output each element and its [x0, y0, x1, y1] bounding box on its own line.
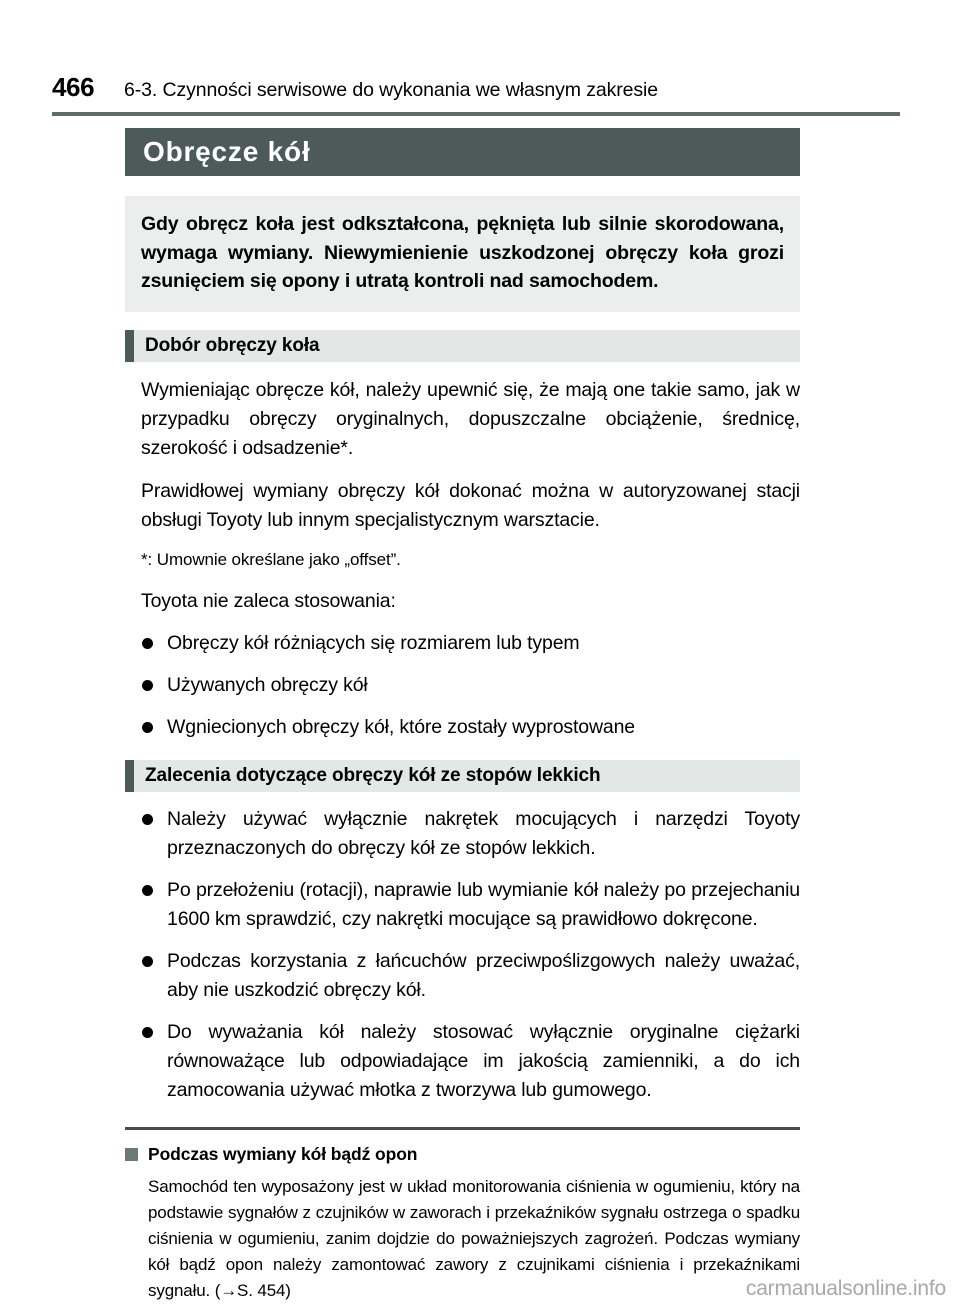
section-2-body	[125, 792, 800, 1105]
header-divider-rule	[52, 112, 900, 116]
section-accent-bar	[125, 760, 134, 792]
section-heading-label: Zalecenia dotyczące obręczy kół ze stopów lekkich	[145, 764, 601, 786]
note-heading	[125, 1130, 800, 1165]
section-heading-label: Dobór obręczy koła	[145, 334, 320, 356]
list-item	[141, 792, 800, 863]
paragraph: Prawidłowej wymiany obręczy kół dokonać można w autoryzowanej stacji obsługi Toyoty lub innym specjalistycznym warsztacie.	[141, 479, 800, 531]
list-item-label: Należy używać wyłącznie nakrętek mocujących i narzędzi Toyoty przeznaczonych do obręczy kół ze stopów lekkich.	[167, 807, 800, 859]
chapter-title: Obręcze kół	[143, 136, 311, 167]
list-item	[141, 658, 800, 700]
section-accent-bar	[125, 330, 134, 362]
note-heading-label: Podczas wymiany kół bądź opon	[148, 1143, 418, 1164]
list-item	[141, 1005, 800, 1105]
section-1-body	[125, 362, 800, 742]
list-intro: Toyota nie zaleca stosowania:	[141, 589, 396, 612]
list-item-label: Używanych obręczy kół	[167, 673, 368, 696]
list-item-label: Podczas korzystania z łańcuchów przeciwpoślizgowych należy uważać, aby nie uszkodzić obręczy kół.	[167, 949, 800, 1001]
bullet-dot-icon	[142, 680, 153, 691]
note-body	[125, 1165, 800, 1304]
list-item	[141, 934, 800, 1005]
site-watermark: carmanualsonline.info	[745, 1277, 946, 1300]
bullet-dot-icon	[142, 956, 153, 967]
list-item-label: Obręczy kół różniących się rozmiarem lub typem	[167, 631, 580, 654]
list-item-label: Wgniecionych obręczy kół, które zostały wyprostowane	[167, 715, 635, 738]
footnote-offset: *: Umownie określane jako „offset”.	[141, 549, 401, 569]
list-not-recommended	[141, 616, 800, 742]
list-item-label: Po przełożeniu (rotacji), naprawie lub wymianie kół należy po przejechaniu 1600 km sprawdzić, czy nakrętki mocujące są prawidłowo dokręcone.	[167, 878, 800, 930]
warning-notice-box	[125, 196, 800, 312]
bullet-dot-icon	[142, 885, 153, 896]
list-item	[141, 616, 800, 658]
note-body-text: Samochód ten wyposażony jest w układ monitorowania ciśnienia w ogumieniu, który na podstawie sygnałów z czujników w zaworach i przekaźników sygnału ostrzega o spadku ciśnienia w ogumieniu, zanim dojdzie do poważniejszych zagrożeń. Podczas wymiany kół bądź opon należy zamontować zawory z czujnikami ciśnienia i przekaźnikami sygnału. (→S. 454)	[148, 1176, 800, 1300]
square-bullet-icon	[125, 1148, 138, 1161]
page-number: 466	[52, 72, 95, 102]
bullet-dot-icon	[142, 638, 153, 649]
header-section-title: 6-3. Czynności serwisowe do wykonania we własnym zakresie	[124, 79, 659, 101]
section-heading-zalecenia-stopy-lekkie	[125, 760, 800, 792]
bullet-dot-icon	[142, 814, 153, 825]
page-content	[125, 196, 800, 1304]
page-running-header	[52, 72, 900, 103]
list-alloy-wheel-recommendations	[141, 792, 800, 1105]
warning-notice-text: Gdy obręcz koła jest odkształcona, pęknięta lub silnie skorodowana, wymaga wymiany. Niewymienienie uszkodzonej obręczy koła grozi zsunięciem się opony i utratą kontroli nad samochodem.	[141, 213, 784, 292]
list-item-label: Do wyważania kół należy stosować wyłącznie oryginalne ciężarki równoważące lub odpowiadające im jakością zamienniki, a do ich zamocowania używać młotka z tworzywa lub gumowego.	[167, 1020, 800, 1101]
chapter-title-bar	[125, 128, 800, 176]
paragraph: Wymieniając obręcze kół, należy upewnić się, że mają one takie samo, jak w przypadku obręczy oryginalnych, dopuszczalne obciążenie, średnicę, szerokość i odsadzenie*.	[141, 378, 800, 459]
bullet-dot-icon	[142, 1027, 153, 1038]
section-heading-dobor-obreczy-kola	[125, 330, 800, 362]
list-item	[141, 700, 800, 742]
list-item	[141, 863, 800, 934]
bullet-dot-icon	[142, 722, 153, 733]
